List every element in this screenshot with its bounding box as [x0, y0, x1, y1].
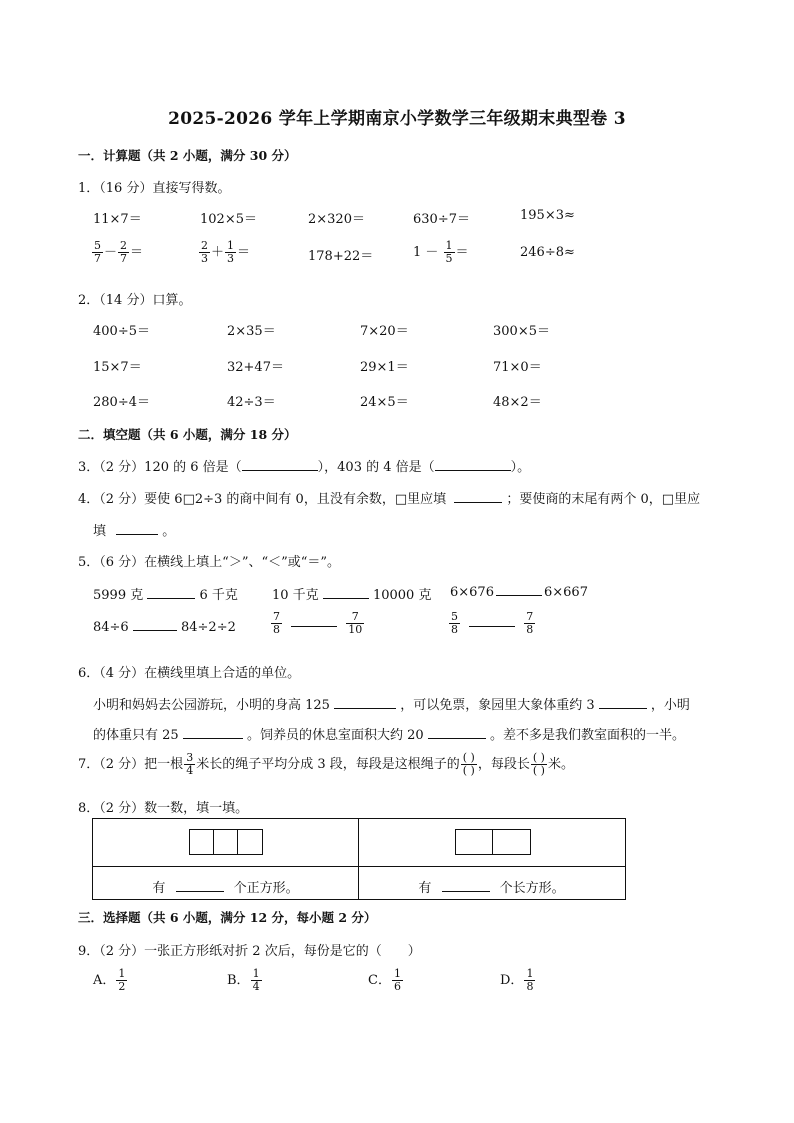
fraction	[524, 968, 535, 993]
question-text: ，小明	[650, 698, 690, 713]
question-6-line-1	[93, 694, 690, 713]
q1-fraction-item	[198, 240, 250, 265]
q1-item: 178+22＝	[308, 249, 374, 264]
numerator-blank[interactable]: ( )	[462, 751, 475, 764]
fraction	[118, 240, 129, 265]
question-text: 米长的绳子平均分成 3 段，每段是这根绳子的	[196, 757, 460, 772]
question-9-stem: 9．（2 分）一张正方形纸对折 2 次后，每份是它的（ ）	[78, 944, 421, 959]
denominator: 3	[201, 252, 208, 265]
numerator: 7	[526, 610, 534, 623]
q1-item: 630÷7＝	[413, 212, 470, 227]
question-6-line-2	[93, 724, 685, 743]
answer-fraction[interactable]	[531, 752, 547, 777]
question-text: 。	[162, 524, 176, 539]
answer-blank[interactable]	[334, 697, 396, 709]
fraction	[184, 752, 195, 777]
equals-sign: ＝	[237, 245, 251, 260]
operator: －	[104, 245, 118, 260]
question-text: ，可以免票，象园里大象体重约 3	[400, 698, 595, 713]
fraction	[199, 240, 210, 265]
answer-blank[interactable]	[428, 727, 486, 739]
fraction	[225, 240, 236, 265]
left-cell-text	[93, 877, 358, 896]
answer-blank[interactable]	[176, 880, 224, 892]
fraction	[251, 968, 262, 993]
q2-item: 32+47＝	[227, 360, 284, 375]
answer-blank[interactable]	[454, 491, 502, 503]
answer-fraction[interactable]	[461, 752, 477, 777]
denominator: 4	[186, 764, 194, 777]
numerator: 2	[201, 239, 208, 252]
fraction	[92, 240, 103, 265]
answer-blank[interactable]	[291, 615, 337, 627]
fraction	[444, 240, 455, 265]
compare-item	[270, 611, 365, 636]
denominator-blank[interactable]: ( )	[462, 764, 475, 777]
question-text: ；要使商的末尾有两个 0，□里应	[506, 492, 701, 507]
answer-blank[interactable]	[133, 619, 177, 631]
q2-item: 300×5＝	[493, 324, 550, 339]
question-text: ），403 的 4 倍是（	[317, 460, 435, 475]
right-cell-text	[359, 877, 624, 896]
question-1-stem: 1．（16 分）直接写得数。	[78, 181, 231, 196]
option-d[interactable]	[500, 968, 536, 993]
answer-blank[interactable]	[242, 459, 318, 471]
counting-table	[92, 818, 626, 900]
section-heading-choice: 三．选择题（共 6 小题，满分 12 分，每小题 2 分）	[78, 910, 377, 925]
question-text: 。差不多是我们教室面积的一半。	[489, 728, 685, 743]
numerator: 7	[351, 610, 359, 623]
question-text: 有	[152, 881, 166, 896]
question-text: 。饲养员的休息室面积大约 20	[246, 728, 424, 743]
question-4-line-1	[78, 488, 700, 507]
question-text: ，每段长	[477, 757, 530, 772]
denominator: 4	[252, 980, 260, 993]
numerator: 5	[451, 610, 458, 623]
q2-item: 7×20＝	[360, 324, 409, 339]
numerator: 1	[227, 239, 235, 252]
question-text: 7．（2 分）把一根	[78, 757, 184, 772]
page-title: 2025-2026 学年上学期南京小学数学三年级期末典型卷 3	[168, 109, 626, 129]
question-text: 4．（2 分）要使 6□2÷3 的商中间有 0，且没有余数，□里应填	[78, 492, 447, 507]
question-2-stem: 2．（14 分）口算。	[78, 293, 192, 308]
fraction	[392, 968, 403, 993]
option-label: D．	[500, 973, 524, 988]
question-6-stem: 6．（4 分）在横线里填上合适的单位。	[78, 666, 301, 681]
question-text: 3．（2 分）120 的 6 倍是（	[78, 460, 242, 475]
denominator: 8	[526, 623, 534, 636]
denominator: 8	[451, 623, 458, 636]
compare-right: 84÷2÷2	[181, 620, 236, 635]
section-heading-calculation: 一．计算题（共 2 小题，满分 30 分）	[78, 148, 297, 163]
question-text: 填	[93, 524, 107, 539]
q1-fraction-item	[413, 240, 469, 265]
rectangles-figure	[455, 829, 531, 855]
q1-item: 195×3≈	[520, 208, 575, 223]
q2-item: 400÷5＝	[93, 324, 150, 339]
answer-blank[interactable]	[599, 697, 647, 709]
question-8-stem: 8．（2 分）数一数，填一填。	[78, 801, 249, 816]
answer-blank[interactable]	[469, 615, 515, 627]
answer-blank[interactable]	[442, 880, 490, 892]
denominator: 3	[227, 252, 235, 265]
question-text: 个正方形。	[233, 881, 299, 896]
equals-sign: ＝	[130, 245, 144, 260]
compare-right: 10000 克	[372, 588, 432, 603]
option-a[interactable]	[93, 968, 128, 993]
numerator: 1	[526, 967, 534, 980]
section-heading-fill-in: 二．填空题（共 6 小题，满分 18 分）	[78, 427, 297, 442]
q2-item: 15×7＝	[93, 360, 142, 375]
denominator: 2	[118, 980, 126, 993]
denominator: 8	[273, 623, 280, 636]
squares-figure	[189, 829, 263, 855]
question-7	[78, 752, 574, 777]
denominator-blank[interactable]: ( )	[532, 764, 545, 777]
q2-item: 42÷3＝	[227, 395, 276, 410]
question-text: 个长方形。	[499, 881, 565, 896]
option-label: C．	[368, 973, 391, 988]
q1-fraction-item	[91, 240, 143, 265]
compare-item	[448, 611, 536, 636]
compare-item	[450, 584, 588, 600]
q2-item: 280÷4＝	[93, 395, 150, 410]
numerator-blank[interactable]: ( )	[532, 751, 545, 764]
numerator: 3	[186, 751, 194, 764]
q2-item: 2×35＝	[227, 324, 276, 339]
denominator: 8	[526, 980, 534, 993]
compare-left: 6×676	[450, 585, 494, 600]
compare-left: 84÷6	[93, 620, 129, 635]
answer-blank[interactable]	[323, 587, 369, 599]
figure-line	[492, 829, 493, 855]
option-c[interactable]	[368, 968, 404, 993]
option-label: B．	[227, 973, 250, 988]
numerator: 2	[120, 239, 128, 252]
numerator: 1	[252, 967, 260, 980]
numerator: 5	[94, 239, 101, 252]
question-text: ）。	[510, 460, 531, 475]
question-text: 小明和妈妈去公园游玩，小明的身高 125	[93, 698, 330, 713]
answer-blank[interactable]	[116, 523, 158, 535]
denominator: 6	[393, 980, 401, 993]
fraction	[449, 611, 460, 636]
answer-blank[interactable]	[183, 727, 243, 739]
figure-line	[213, 829, 214, 855]
compare-item	[93, 584, 238, 603]
q1-item: 2×320＝	[308, 212, 365, 227]
fraction	[271, 611, 282, 636]
q2-item: 24×5＝	[360, 395, 409, 410]
compare-right: 6×667	[543, 585, 588, 600]
question-5-stem: 5．（6 分）在横线上填上“＞”、“＜”或“＝”。	[78, 555, 341, 570]
compare-right: 6 千克	[199, 588, 238, 603]
compare-item	[93, 619, 236, 635]
numerator: 7	[273, 610, 280, 623]
operand: 1 －	[413, 245, 439, 260]
question-text: 有	[418, 881, 432, 896]
numerator: 1	[118, 967, 126, 980]
q1-item: 246÷8≈	[520, 245, 575, 260]
question-3	[78, 456, 530, 475]
question-4-line-2	[93, 520, 175, 539]
denominator: 7	[120, 252, 128, 265]
denominator: 10	[348, 623, 363, 636]
denominator: 7	[94, 252, 101, 265]
q1-item: 102×5＝	[200, 212, 257, 227]
q1-item: 11×7＝	[93, 212, 142, 227]
answer-blank[interactable]	[435, 459, 511, 471]
denominator: 5	[445, 252, 453, 265]
compare-left: 10 千克	[272, 588, 319, 603]
q2-item: 29×1＝	[360, 360, 409, 375]
option-b[interactable]	[227, 968, 263, 993]
option-label: A．	[93, 973, 116, 988]
compare-left: 5999 克	[93, 588, 144, 603]
answer-blank[interactable]	[147, 587, 195, 599]
question-text: 的体重只有 25	[93, 728, 179, 743]
fraction	[116, 968, 127, 993]
question-text: 米。	[547, 757, 574, 772]
q2-item: 71×0＝	[493, 360, 542, 375]
numerator: 1	[445, 239, 453, 252]
answer-blank[interactable]	[496, 584, 542, 596]
q2-item: 48×2＝	[493, 395, 542, 410]
fraction	[524, 611, 535, 636]
fraction	[346, 611, 364, 636]
compare-item	[272, 584, 431, 603]
figure-line	[237, 829, 238, 855]
numerator: 1	[393, 967, 401, 980]
table-divider	[93, 866, 625, 867]
operator: ＋	[211, 245, 225, 260]
equals-sign: ＝	[455, 245, 469, 260]
